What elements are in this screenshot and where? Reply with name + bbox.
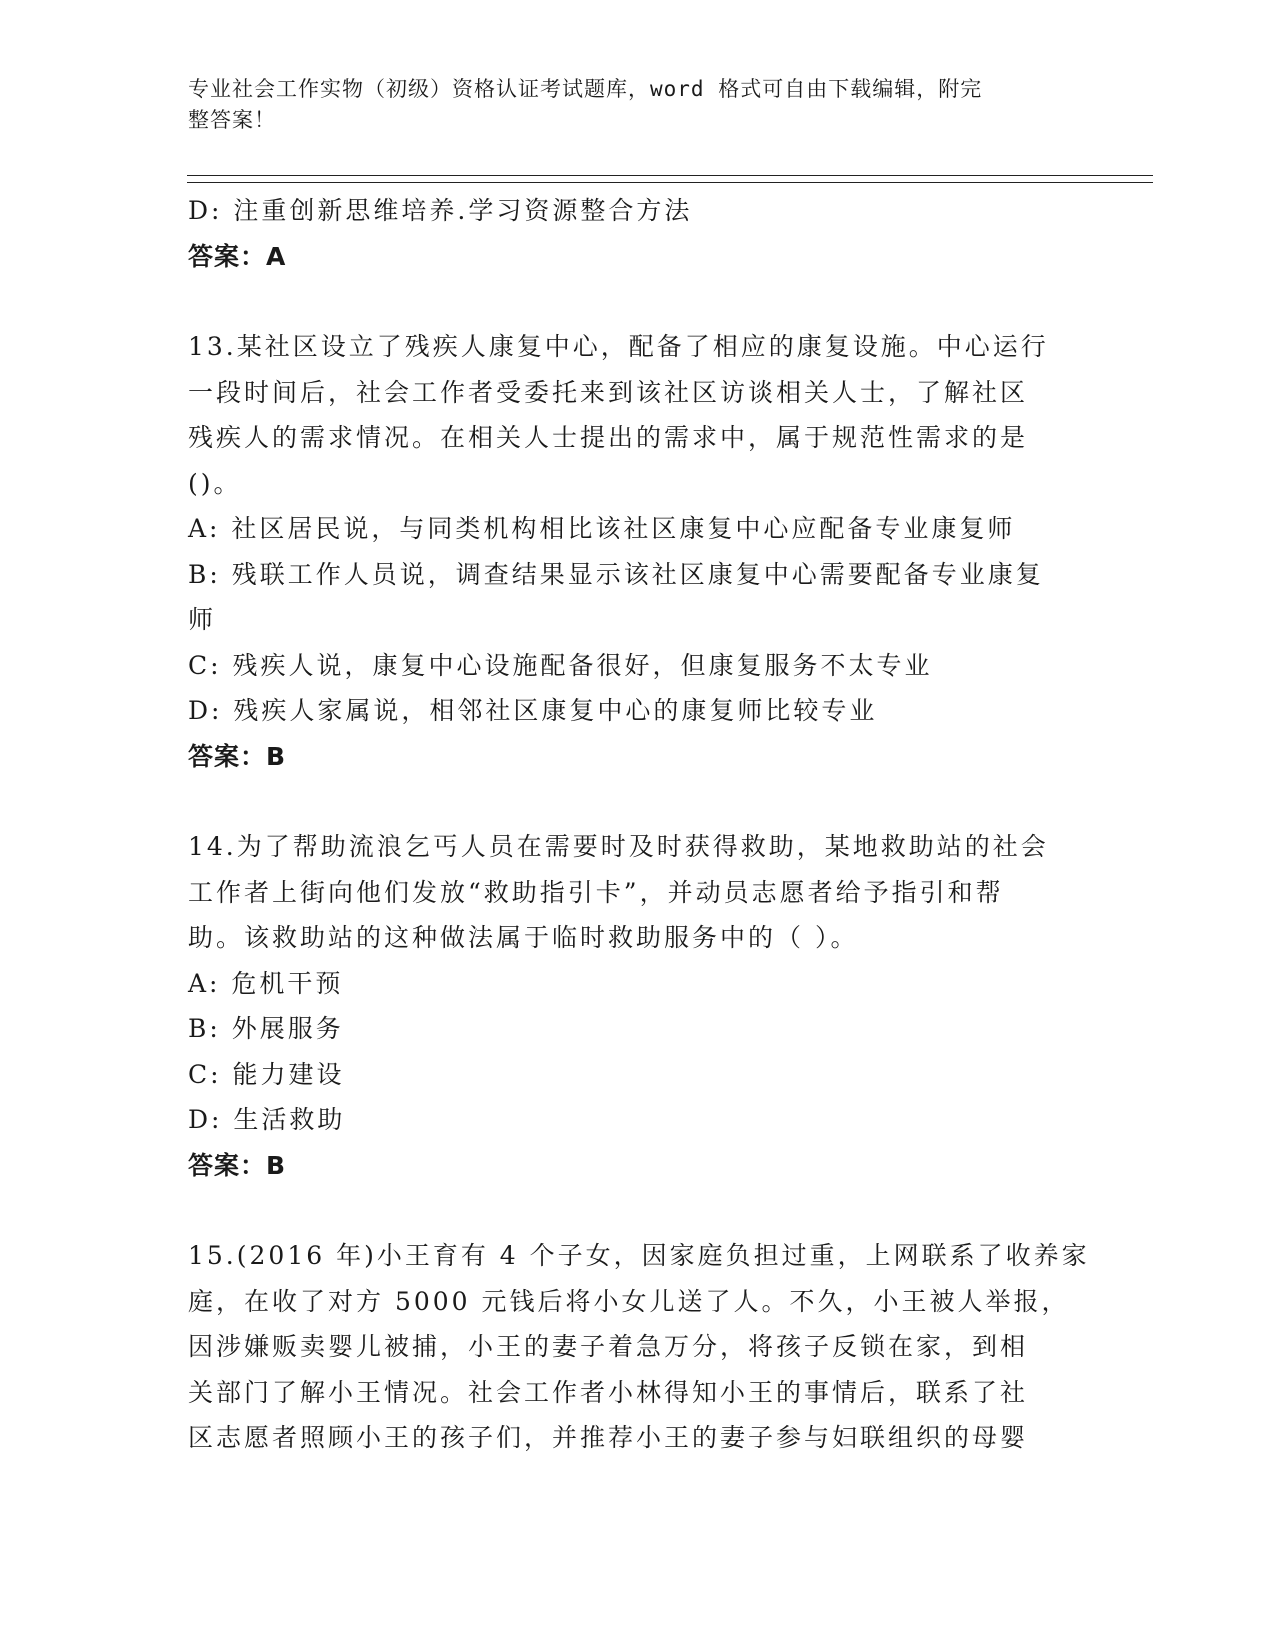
- option-d: D: 残疾人家属说，相邻社区康复中心的康复师比较专业: [188, 696, 878, 725]
- spacer: [188, 1188, 1068, 1233]
- option-b-continued: 师: [188, 605, 217, 634]
- question-15: [188, 1233, 1090, 1461]
- question-text-line: 14.为了帮助流浪乞丐人员在需要时及时获得救助，某地救助站的社会: [188, 832, 1049, 861]
- question-text-line: 13.某社区设立了残疾人康复中心，配备了相应的康复设施。中心运行: [188, 332, 1049, 361]
- option-d: D: 生活救助: [188, 1105, 346, 1134]
- option-c: C: 能力建设: [188, 1059, 345, 1089]
- question-text-line: 15.(2016 年)小王育有 4 个子女，因家庭负担过重，上网联系了收养家: [188, 1241, 1090, 1270]
- question-text-line: 工作者上街向他们发放“救助指引卡”，并动员志愿者给予指引和帮: [188, 877, 1004, 907]
- question-14: [188, 824, 1068, 1188]
- spacer: [188, 779, 1068, 824]
- option-c: C: 残疾人说，康复中心设施配备很好，但康复服务不太专业: [188, 650, 933, 680]
- spacer: [188, 279, 1068, 324]
- page-header: [188, 74, 1068, 136]
- question-13: [188, 324, 1068, 779]
- question-text-line: 区志愿者照顾小王的孩子们，并推荐小王的妻子参与妇联组织的母婴: [188, 1423, 1029, 1452]
- header-divider-bottom: [187, 182, 1153, 183]
- question-text-line: 残疾人的需求情况。在相关人士提出的需求中，属于规范性需求的是: [188, 423, 1029, 452]
- question-text-line: 庭，在收了对方 5000 元钱后将小女儿送了人。不久，小王被人举报，: [188, 1286, 1070, 1316]
- option-b: B: 残联工作人员说，调查结果显示该社区康复中心需要配备专业康复: [188, 559, 1044, 589]
- header-divider-top: [187, 175, 1153, 176]
- question-content: [188, 188, 1090, 1461]
- question-text-line: 一段时间后，社会工作者受委托来到该社区访谈相关人士，了解社区: [188, 377, 1029, 407]
- answer-line: 答案：B: [188, 1150, 287, 1180]
- option-d: D: 注重创新思维培养.学习资源整合方法: [188, 196, 693, 225]
- header-line-1: 专业社会工作实物（初级）资格认证考试题库，word 格式可自由下载编辑，附完: [188, 77, 983, 101]
- header-line-2: 整答案！: [188, 108, 276, 132]
- question-text-line: 因涉嫌贩卖婴儿被捕，小王的妻子着急万分，将孩子反锁在家，到相: [188, 1332, 1029, 1361]
- option-a: A: 危机干预: [188, 968, 344, 998]
- question-text-line: ()。: [188, 468, 242, 498]
- answer-line: 答案：A: [188, 241, 287, 271]
- question-text-line: 助。该救助站的这种做法属于临时救助服务中的（ ）。: [188, 923, 859, 952]
- question-text-line: 关部门了解小王情况。社会工作者小林得知小王的事情后，联系了社: [188, 1377, 1029, 1407]
- answer-line: 答案：B: [188, 741, 287, 771]
- question-12-tail: [188, 188, 1068, 279]
- option-b: B: 外展服务: [188, 1014, 344, 1043]
- option-a: A: 社区居民说，与同类机构相比该社区康复中心应配备专业康复师: [188, 514, 1016, 543]
